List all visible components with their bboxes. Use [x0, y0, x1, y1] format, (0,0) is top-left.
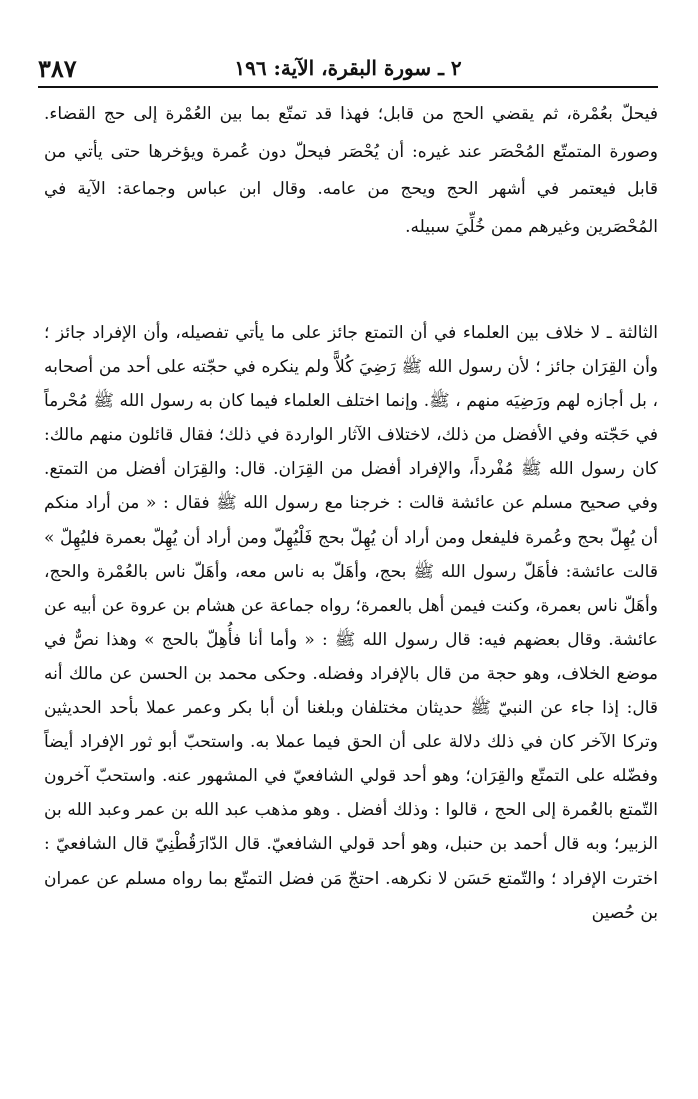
body-paragraph-2	[44, 316, 658, 930]
running-header	[38, 48, 658, 88]
paragraph-text: فيحلّ بعُمْرة، ثم يقضي الحج من قابل؛ فهذا قد تمتّع بما بين العُمْرة إلى حج القضاء. وصورة المتمتّع المُحْصَر عند غيره: أن يُحْصَر فيحلّ دون عُمرة ويؤخرها حتى يأتي من قابل فيعتمر في أشهر الحج ويحج من عامه. وقال ابن عباس وجماعة: الآية في المُحْصَرين وغيرهم ممن خُلِّيَ سبيله.	[44, 104, 658, 237]
chapter-title: ٢ ـ سورة البقرة، الآية: ١٩٦	[234, 56, 462, 80]
page-number: ٣٨٧	[38, 54, 77, 83]
header-divider	[38, 86, 658, 88]
paragraph-text: الثالثة ـ لا خلاف بين العلماء في أن التمتع جائز على ما يأتي تفصيله، وأن الإفراد جائز ؛ وأن القِرَان جائز ؛ لأن رسول الله ﷺ رَضِيَ كُلاًّ ولم ينكره في حجّته على أحد من أصحابه ، بل أجازه لهم ورَضِيَه منهم ، ﷺ. وإنما اختلف العلماء فيما كان به رسول الله ﷺ مُحْرماً في حَجّته وفي الأفضل من ذلك، لاختلاف الآثار الواردة في ذلك؛ فقال قائلون منهم مالك: كان رسول الله ﷺ مُفْرداً، والإفراد أفضل من القِرَان. قال: والقِرَان أفضل من التمتع. وفي صحيح مسلم عن عائشة قالت : خرجنا مع رسول الله ﷺ فقال : « من أراد منكم أن يُهِلّ بحج وعُمرة فليفعل ومن أراد أن يُهِلّ بحج فَلْيُهِلّ ومن أراد أن يُهِلّ بعمرة فليُهِلّ » قالت عائشة: فأهَلّ رسول الله ﷺ بحج، وأهَلّ به ناس معه، وأهَلّ ناس بالعُمْرة والحج، وأهَلّ ناس بعمرة، وكنت فيمن أهل بالعمرة؛ رواه جماعة عن هشام بن عروة عن أبيه عن عائشة. وقال بعضهم فيه: قال رسول الله ﷺ : « وأما أنا فأُهِلّ بالحج » وهذا نصٌّ في موضع الخلاف، وهو حجة من قال بالإفراد وفضله. وحكى محمد بن الحسن عن مالك أنه قال: إذا جاء عن النبيّ ﷺ حديثان مختلفان وبلغنا أن أبا بكر وعمر عملا بأحد الحديثين وتركا الآخر كان في ذلك دلالة على أن الحق فيما عملا به. واستحبّ أبو ثور الإفراد أيضاً وفضّله على التمتّع والقِرَان؛ وهو أحد قولي الشافعيّ في المشهور عنه. واستحبّ آخرون التّمتع بالعُمرة إلى الحج ، قالوا : وذلك أفضل . وهو مذهب عبد الله بن عمر وعبد الله بن الزبير؛ وبه قال أحمد بن حنبل، وهو أحد قولي الشافعيّ. قال الدّارَقُطْنِيّ قال الشافعيّ : اخترت الإفراد ؛ والتّمتع حَسَن لا نكرهه. احتجّ مَن فضل التمتّع بما رواه مسلم عن عمران بن حُصين	[44, 323, 658, 923]
body-paragraph-1	[44, 96, 658, 246]
